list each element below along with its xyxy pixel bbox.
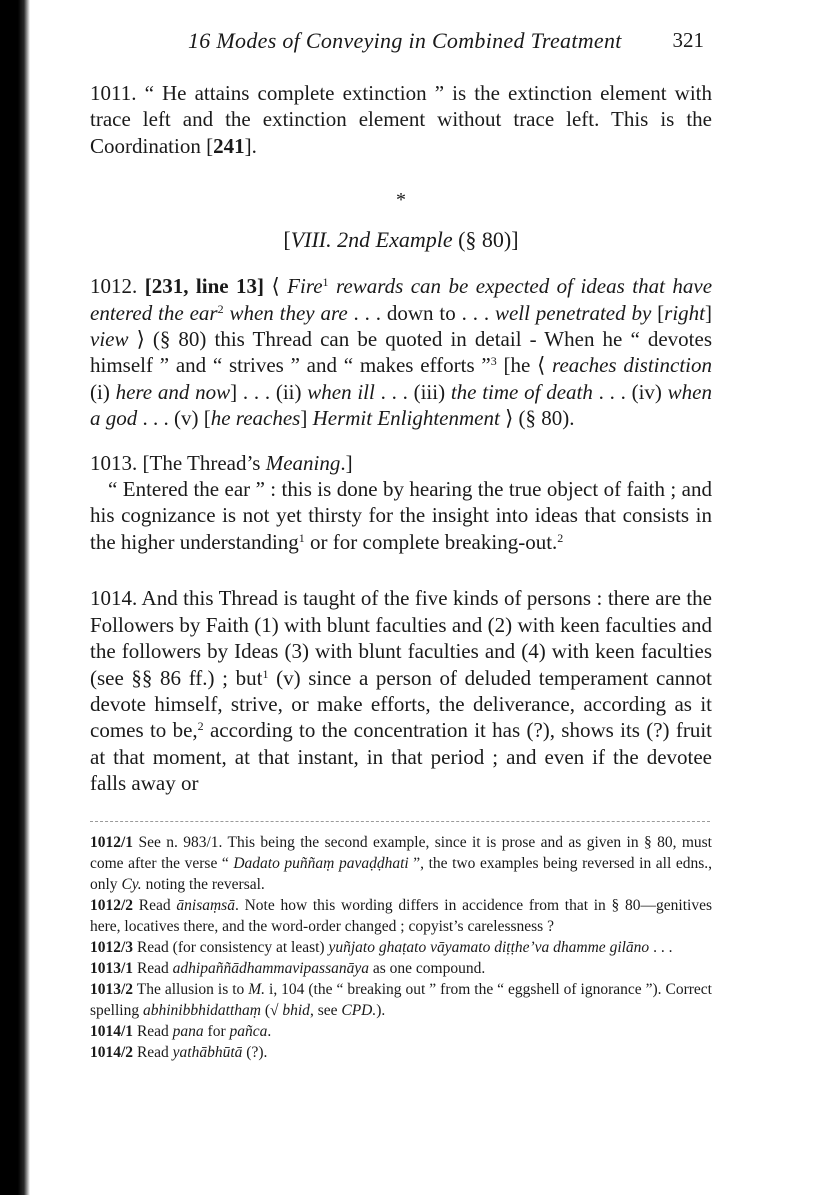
text: Read [133, 1022, 173, 1040]
text: [The Thread’s [137, 450, 266, 475]
italic-text: Hermit Enlightenment [312, 406, 500, 431]
italic-text: view [90, 327, 129, 352]
paragraph-1012 [90, 273, 712, 431]
footnote [90, 958, 712, 979]
paragraph-1013-heading [90, 450, 712, 476]
text: ⟨ [264, 274, 288, 299]
text: Read [133, 896, 177, 914]
paragraph-text: “ He attains complete extinction ” is the extinction element with trace left and the extinction element without trace left. This is the Coordination [ [90, 81, 712, 158]
text: And this Thread is taught of the five kinds of persons : there are the Followers by Faith (1) with blunt faculties and (2) with keen faculties and the followers by Ideas (3) with blunt faculties and (4) with keen faculties (see §§ 86 ff.) ; but [90, 586, 712, 690]
running-head [90, 22, 712, 56]
text: or for complete breaking-out. [304, 529, 558, 554]
bracket: [ [283, 227, 291, 253]
text: . . . (iv) [592, 379, 668, 404]
text: ] . . . (ii) [230, 379, 308, 404]
footnote-ref: 1014/2 [90, 1043, 134, 1061]
text: (?). [242, 1043, 268, 1061]
footnote-rule [90, 821, 710, 822]
italic-text: when ill [307, 379, 375, 404]
paragraph-1013-body [90, 476, 712, 555]
footnote-ref: 1012/3 [90, 938, 134, 956]
text: The allusion is to [133, 980, 249, 998]
italic-text: Meaning [265, 450, 341, 475]
text: . Note how this wording differs in accidence from that in § 80—genitives here, locatives there, and the word-order changed ; copyist’s carelessness ? [90, 896, 712, 935]
italic-text: Dadato puññaṃ pavaḍḍhati [233, 854, 409, 872]
text: . . . (v) [ [137, 406, 211, 431]
italic-text: pana [172, 1022, 204, 1040]
text: .] [340, 450, 353, 475]
italic-text: bhid [282, 1001, 310, 1019]
italic-text: M. [248, 980, 266, 998]
text: i, 104 (the “ breaking out ” from the “ eggshell of ignorance ”). Correct spelling [90, 980, 712, 1019]
cross-reference: [231, line 13] [144, 274, 265, 299]
text: ] [300, 406, 313, 431]
text: ). [376, 1001, 386, 1019]
footnote-marker: 2 [557, 530, 564, 545]
italic-text: here and now [115, 379, 231, 404]
italic-text: well penetrated by [494, 300, 652, 325]
italic-text: when a god [90, 379, 712, 431]
italic-text: the time of death [450, 379, 593, 404]
italic-text: when they are [223, 300, 348, 325]
footnote [90, 832, 712, 895]
italic-text: Cy. [121, 875, 142, 893]
footnote-marker: 2 [197, 719, 204, 734]
italic-text: Fire [287, 274, 323, 299]
section-reference: (§ 80)] [452, 227, 519, 253]
italic-text: pañca [229, 1022, 268, 1040]
text: noting the reversal. [141, 875, 265, 893]
text: , see [309, 1001, 342, 1019]
footnote [90, 937, 712, 958]
running-title: 16 Modes of Conveying in Combined Treatment [188, 28, 622, 53]
footnote-ref: 1014/1 [90, 1022, 134, 1040]
text: according to the concentration it has (?), shows its (?) fruit at that moment, at that instant, in that period ; and even if the devotee falls away or [90, 718, 713, 796]
footnotes [90, 832, 712, 1063]
footnote [90, 979, 712, 1021]
book-page [90, 22, 712, 1063]
text: (√ [260, 1001, 283, 1019]
text: “ Entered the ear ” : this is done by hearing the true object of faith ; and his cognizance is not yet thirsty for the insight into ideas that consists in the higher understanding [90, 477, 712, 554]
footnote-marker: 1 [322, 275, 329, 290]
text: (i) [90, 379, 116, 404]
text: . . . down to . . . [347, 300, 495, 325]
text: [he ⟨ [496, 353, 553, 378]
text: Read [133, 959, 173, 977]
scan-binding-edge [0, 0, 30, 1195]
cross-reference: 241 [213, 133, 245, 158]
page-number: 321 [672, 28, 704, 52]
footnote-ref: 1013/2 [90, 980, 134, 998]
text: ] [705, 300, 713, 325]
italic-text: CPD. [341, 1001, 377, 1019]
paragraph-number: 1013. [90, 450, 138, 475]
footnote-marker: 1 [298, 530, 305, 545]
footnote-ref: 1012/1 [90, 833, 134, 851]
paragraph-number: 1014. [90, 586, 138, 611]
text: (v) since a person of deluded temperament cannot devote himself, strive, or make efforts, the deliverance, according as it comes to be, [90, 665, 712, 743]
text: See n. 983/1. This being the second example, since it is prose and as given in § 80, must come after the verse “ [90, 833, 712, 872]
section-heading [90, 227, 712, 253]
footnote-ref: 1013/1 [90, 959, 134, 977]
section-title: VIII. 2nd Example [290, 227, 453, 253]
footnote-marker: 2 [217, 301, 224, 316]
text: ⟩ (§ 80) this Thread can be quoted in detail - When he “ devotes himself ” and “ strives ” and “ makes efforts ” [90, 327, 712, 378]
text: . . . [649, 938, 673, 956]
italic-text: rewards can be expected of ideas that have entered the ear [90, 274, 713, 325]
italic-text: reaches distinction [552, 353, 713, 378]
paragraph-1011 [90, 80, 712, 159]
footnote [90, 895, 712, 937]
italic-text: yathābhūtā [172, 1043, 243, 1061]
italic-text: adhipaññādhammavipassanāya [172, 959, 369, 977]
footnote-marker: 1 [262, 666, 269, 681]
footnote [90, 1042, 712, 1063]
section-divider-asterisk: * [396, 189, 406, 212]
paragraph-text: ]. [244, 133, 257, 158]
text: for [203, 1022, 230, 1040]
text: ⟩ (§ 80). [499, 406, 575, 431]
italic-text: abhinibbhidatthaṃ [142, 1001, 261, 1019]
text: [ [651, 300, 665, 325]
paragraph-number: 1012. [90, 274, 138, 299]
footnote-ref: 1012/2 [90, 896, 134, 914]
text: as one compound. [369, 959, 486, 977]
text: Read (for consistency at least) [133, 938, 329, 956]
text: . [267, 1022, 272, 1040]
paragraph-number: 1011. [90, 81, 137, 105]
italic-text: he reaches [210, 406, 301, 431]
paragraph-1014 [90, 585, 712, 796]
italic-text: yuñjato ghaṭato vāyamato diṭṭhe’va dhamme gilāno [328, 938, 650, 956]
text: . . . (iii) [374, 379, 451, 404]
italic-text: right [664, 300, 706, 325]
footnote [90, 1021, 712, 1042]
text: ”, the two examples being reversed in all edns., only [90, 854, 712, 893]
footnote-marker: 3 [490, 354, 497, 369]
italic-text: ānisaṃsā [176, 896, 235, 914]
text: Read [133, 1043, 173, 1061]
